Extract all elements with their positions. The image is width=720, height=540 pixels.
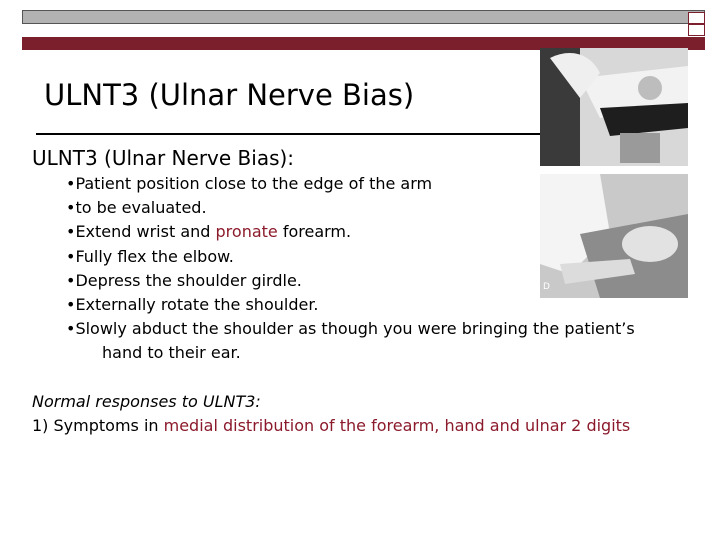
bullet-text: forearm. bbox=[277, 222, 352, 242]
corner-square bbox=[688, 24, 705, 36]
bullet-item: •Externally rotate the shoulder. bbox=[66, 294, 319, 314]
photo-ulnt3-upper bbox=[540, 48, 688, 166]
photo-label: D bbox=[543, 282, 550, 292]
bullet-item: •Fully flex the elbow. bbox=[66, 246, 234, 266]
normal-responses bbox=[32, 390, 630, 438]
normal-item-text: 1) Symptoms in bbox=[32, 416, 164, 435]
bullet-highlight: pronate bbox=[215, 222, 278, 242]
header-grey-bar bbox=[22, 10, 705, 24]
bullet-item bbox=[66, 220, 635, 244]
section-heading: ULNT3 (Ulnar Nerve Bias): bbox=[32, 146, 295, 170]
title-underline bbox=[36, 133, 556, 135]
normal-responses-heading: Normal responses to ULNT3: bbox=[32, 392, 261, 411]
corner-square bbox=[688, 12, 705, 24]
bullet-item: •Slowly abduct the shoulder as though you were bringing the patient’s bbox=[66, 319, 635, 339]
bullet-list bbox=[66, 172, 635, 366]
photo-ulnt3-upper-graphic bbox=[540, 48, 688, 166]
bullet-item: •Patient position close to the edge of the arm bbox=[66, 174, 433, 193]
bullet-text: •Extend wrist and bbox=[66, 222, 216, 242]
bullet-item: •Depress the shoulder girdle. bbox=[66, 270, 302, 290]
bullet-item: •to be evaluated. bbox=[66, 198, 207, 218]
normal-item-highlight: medial distribution of the forearm, hand and ulnar 2 digits bbox=[163, 416, 631, 435]
normal-responses-item bbox=[32, 414, 630, 438]
bullet-item-continued: hand to their ear. bbox=[102, 343, 241, 363]
header-bars bbox=[22, 10, 705, 28]
slide-title: ULNT3 (Ulnar Nerve Bias) bbox=[44, 78, 415, 112]
